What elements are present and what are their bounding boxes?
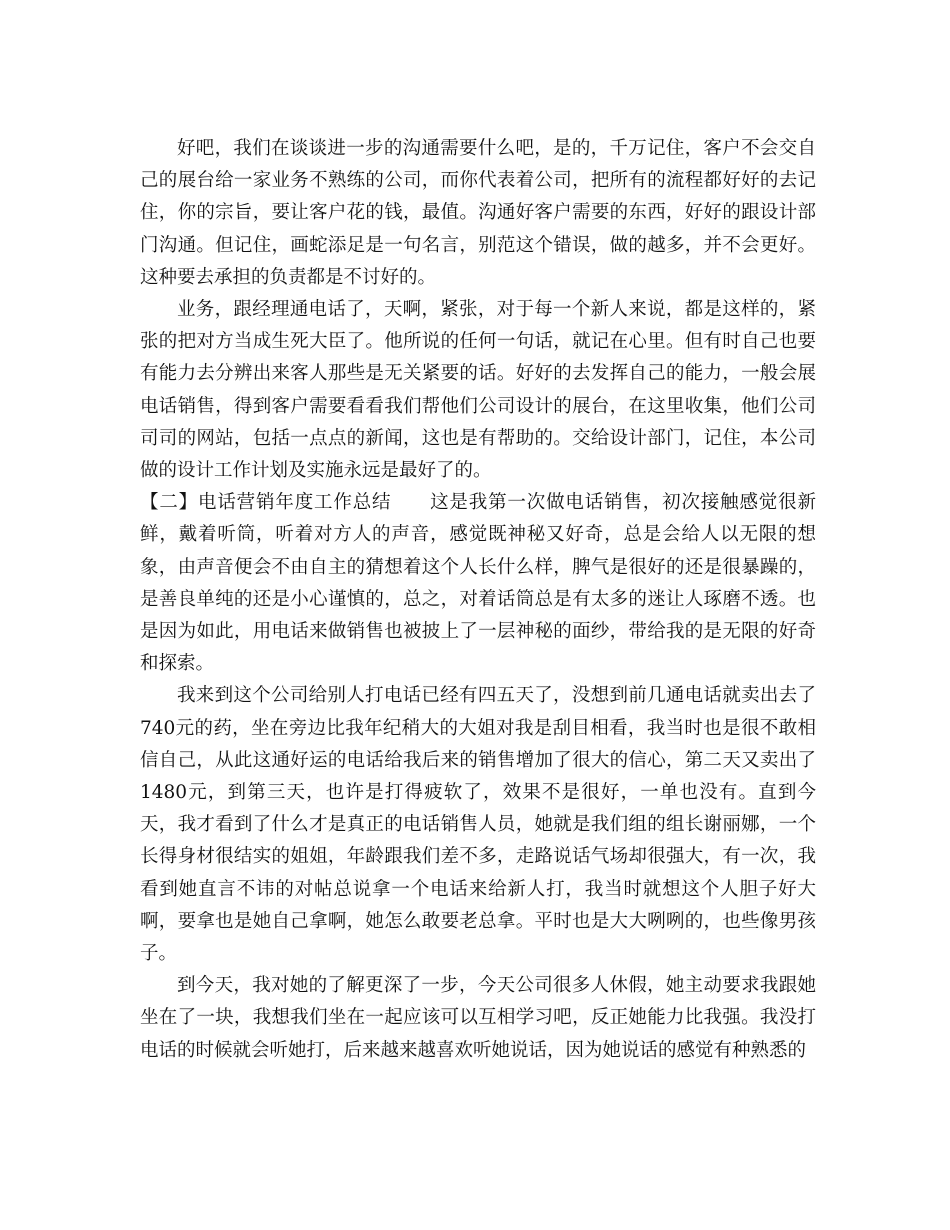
section-heading: 【二】电话营销年度工作总结 — [140, 492, 392, 514]
heading-gap — [391, 492, 430, 513]
paragraph-3-text: 这是我第一次做电话销售，初次接触感觉很新鲜，戴着听筒，听着对方人的声音，感觉既神秘又好奇，总是会给人以无限的想象，由声音便会不由自主的猜想着这个人长什么样，脾气是很好的还是很暴躁的，是善良单纯的还是小心谨慎的，总之，对着话筒总是有太多的迷让人琢磨不透。也是因为如此，用电话来做销售也被披上了一层神秘的面纱，带给我的是无限的好奇和探索。 — [140, 492, 816, 675]
document-body — [140, 133, 816, 1067]
paragraph-5: 到今天，我对她的了解更深了一步，今天公司很多人休假，她主动要求我跟她坐在了一块，我想我们坐在一起应该可以互相学习吧，反正她能力比我强。我没打电话的时候就会听她打，后来越来越喜欢听她说话，因为她说话的感觉有种熟悉的 — [140, 975, 816, 1061]
paragraph-3 — [140, 487, 816, 680]
paragraph-1: 好吧，我们在谈谈进一步的沟通需要什么吧，是的，千万记住，客户不会交自己的展台给一家业务不熟练的公司，而你代表着公司，把所有的流程都好好的去记住，你的宗旨，要让客户花的钱，最值。沟通好客户需要的东西，好好的跟设计部门沟通。但记住，画蛇添足是一句名言，别范这个错误，做的越多，并不会更好。这种要去承担的负责都是不讨好的。 — [140, 138, 816, 288]
paragraph-4: 我来到这个公司给别人打电话已经有四五天了，没想到前几通电话就卖出去了740元的药，坐在旁边比我年纪稍大的大姐对我是刮目相看，我当时也是很不敢相信自己，从此这通好运的电话给我后来的销售增加了很大的信心，第二天又卖出了1480元，到第三天，也许是打得疲软了，效果不是很好，一单也没有。直到今天，我才看到了什么才是真正的电话销售人员，她就是我们组的组长谢丽娜，一个长得身材很结实的姐姐，年龄跟我们差不多，走路说话气场却很强大，有一次，我看到她直言不讳的对帖总说拿一个电话来给新人打，我当时就想这个人胆子好大啊，要拿也是她自己拿啊，她怎么敢要老总拿。平时也是大大咧咧的，也些像男孩子。 — [140, 685, 816, 965]
paragraph-2: 业务，跟经理通电话了，天啊，紧张，对于每一个新人来说，都是这样的，紧张的把对方当成生死大臣了。他所说的任何一句话，就记在心里。但有时自己也要有能力去分辨出来客人那些是无关紧要的话。好好的去发挥自己的能力，一般会展电话销售，得到客户需要看看我们帮他们公司设计的展台，在这里收集，他们公司司司的网站，包括一点点的新闻，这也是有帮助的。交给设计部门，记住，本公司做的设计工作计划及实施永远是最好了的。 — [140, 299, 816, 482]
